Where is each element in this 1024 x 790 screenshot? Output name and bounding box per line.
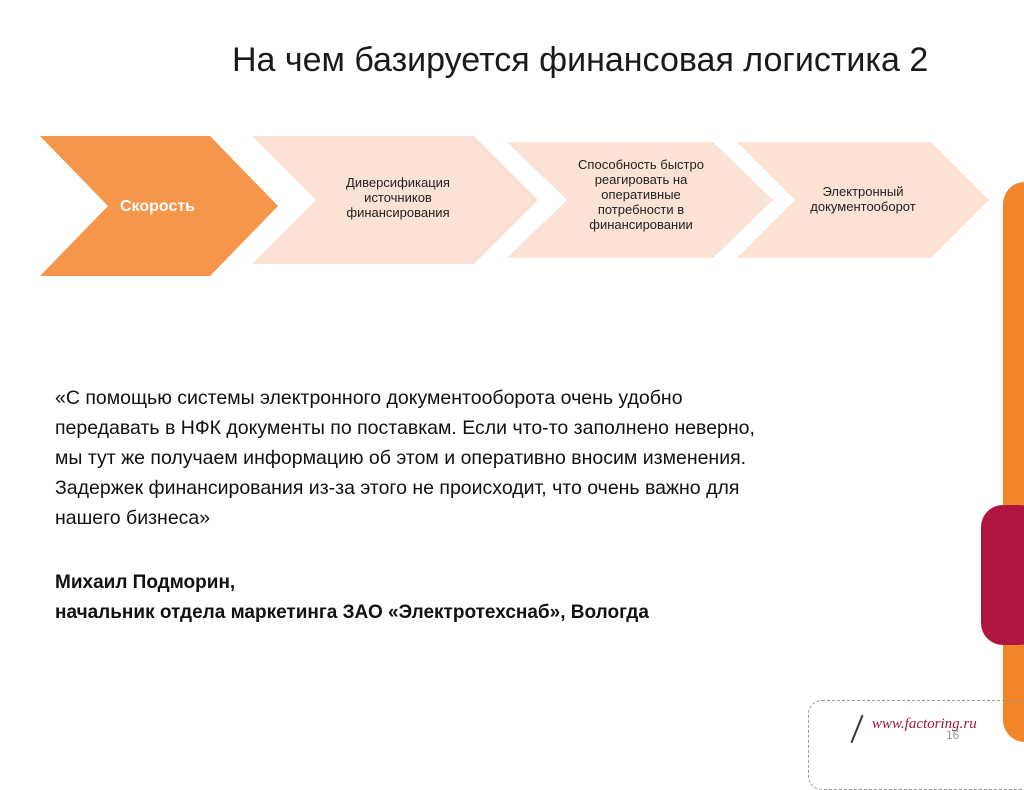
slide-title: На чем базируется финансовая логистика 2	[232, 41, 929, 79]
author-position: начальник отдела маркетинга ЗАО «Электротехснаб», Вологда	[55, 602, 649, 623]
decorative-bar-red	[981, 505, 1024, 645]
decorative-bar-orange	[1003, 182, 1024, 742]
author-name: Михаил Подморин,	[55, 572, 236, 593]
process-step-diversification	[252, 136, 542, 264]
process-step-label: Способность быстро реагировать на оперативные потребности в финансировании	[578, 157, 704, 232]
quote-author	[55, 568, 935, 628]
process-step-label: Скорость	[119, 197, 196, 215]
process-step-label: Электронный документооборот	[810, 184, 916, 214]
quote-text: «С помощью системы электронного документооборота очень удобно передавать в НФК документы по поставкам. Если что-то заполнено неверно, мы тут же получаем информацию об этом и оперативно вносим изменения. Задержек финансирования из-за этого не происходит, что очень важно для нашего бизнеса»	[55, 387, 755, 529]
process-step-label: Диверсификация источников финансирования	[346, 175, 450, 220]
footer-frame	[808, 700, 1024, 790]
page-number: 16	[946, 728, 960, 742]
process-step-edi	[737, 142, 991, 258]
footer-website-link[interactable]: www.factoring.ru	[872, 716, 977, 732]
process-step-speed	[40, 136, 280, 276]
